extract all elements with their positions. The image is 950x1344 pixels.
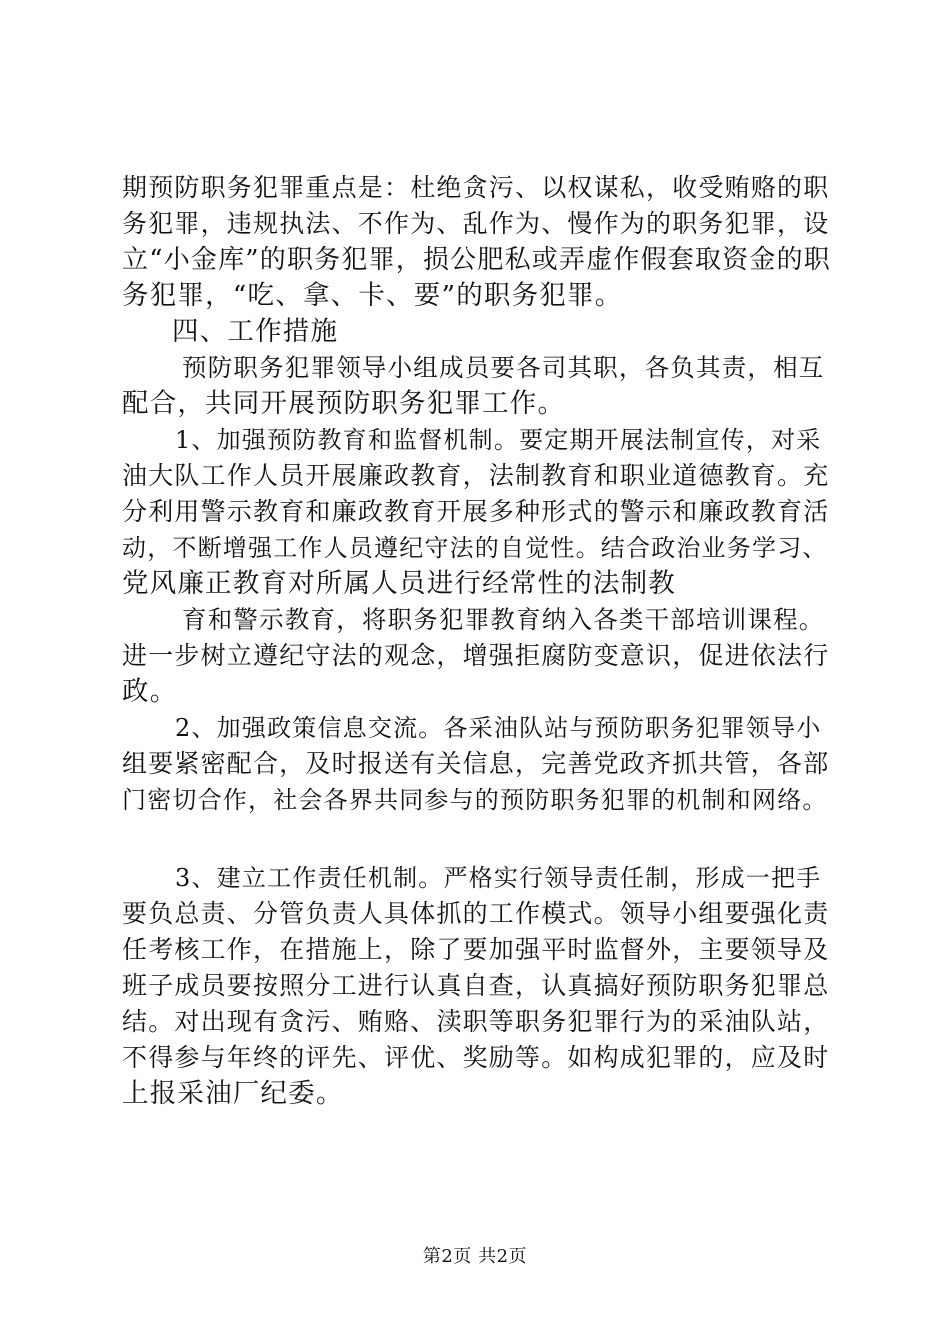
body-line: 配合，共同开展预防职务犯罪工作。 xyxy=(122,388,566,419)
page-number-footer: 第2页 共2页 xyxy=(422,1246,528,1267)
body-line: 3、建立工作责任机制。严格实行领导责任制，形成一把手 xyxy=(175,864,822,892)
body-line: 结。对出现有贪污、贿赂、渎职等职务犯罪行为的采油队站， xyxy=(122,1007,830,1036)
body-line: 要负总责、分管负责人具体抓的工作模式。领导小组要强化责 xyxy=(122,899,830,928)
body-line: 分利用警示教育和廉政教育开展多种形式的警示和廉政教育活 xyxy=(122,497,830,526)
body-line: 不得参与年终的评先、评优、奖励等。如构成犯罪的，应及时 xyxy=(122,1043,830,1072)
body-line: 党风廉正教育对所属人员进行经常性的法制教 xyxy=(122,568,676,599)
body-line: 立“小金库”的职务犯罪，损公肥私或弄虚作假套取资金的职 xyxy=(122,245,831,275)
body-line: 预防职务犯罪领导小组成员要各司其职，各负其责，相互 xyxy=(182,353,825,382)
body-line: 班子成员要按照分工进行认真自查，认真搞好预防职务犯罪总 xyxy=(122,971,830,1000)
body-line: 期预防职务犯罪重点是：杜绝贪污、以权谋私，收受贿赂的职 xyxy=(122,173,830,202)
body-line: 政。 xyxy=(122,676,178,707)
section-heading: 四、工作措施 xyxy=(172,316,339,347)
body-line: 2、加强政策信息交流。各采油队站与预防职务犯罪领导小 xyxy=(175,714,822,742)
body-line: 务犯罪，违规执法、不作为、乱作为、慢作为的职务犯罪，设 xyxy=(122,209,830,238)
body-line: 油大队工作人员开展廉政教育，法制教育和职业道德教育。充 xyxy=(122,461,830,490)
body-line: 门密切合作，社会各界共同参与的预防职务犯罪的机制和网络。 xyxy=(122,786,828,814)
body-line: 1、加强预防教育和监督机制。要定期开展法制宣传，对采 xyxy=(175,426,822,454)
body-line: 上报采油厂纪委。 xyxy=(122,1078,344,1109)
body-line: 任考核工作，在措施上，除了要加强平时监督外，主要领导及 xyxy=(122,935,830,964)
body-line: 组要紧密配合，及时报送有关信息，完善党政齐抓共管，各部 xyxy=(122,749,830,778)
body-line: 务犯罪，“吃、拿、卡、要”的职务犯罪。 xyxy=(122,280,623,311)
body-line: 进一步树立遵纪守法的观念，增强拒腐防变意识，促进依法行 xyxy=(122,641,830,670)
body-line: 育和警示教育，将职务犯罪教育纳入各类干部培训课程。 xyxy=(182,605,825,634)
body-line: 动，不断增强工作人员遵纪守法的自觉性。结合政治业务学习、 xyxy=(122,534,828,562)
